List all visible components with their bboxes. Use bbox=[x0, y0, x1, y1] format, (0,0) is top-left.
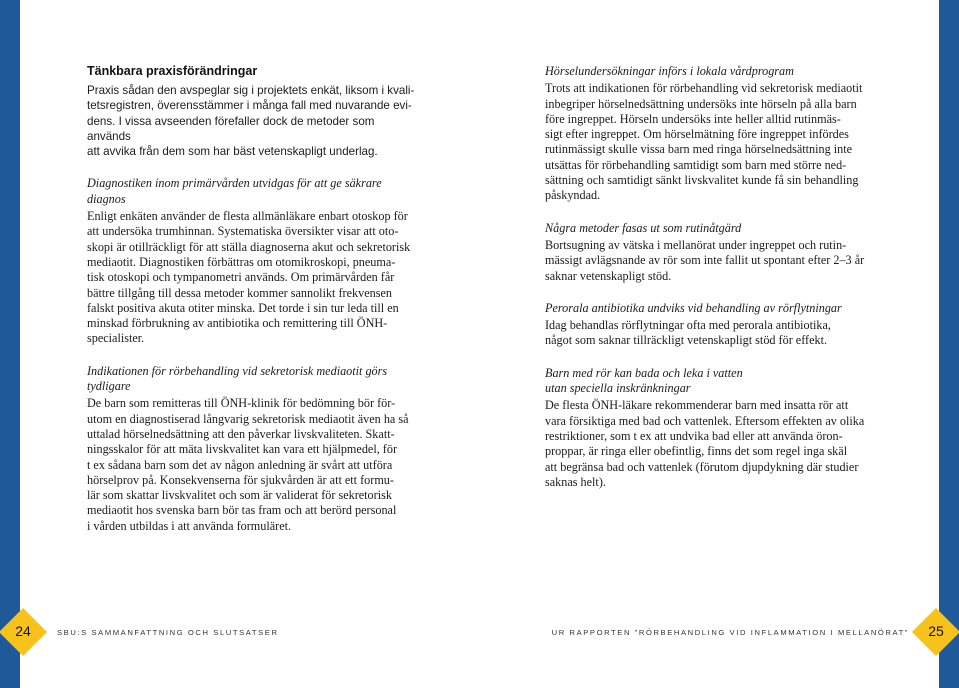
right-edge-bar bbox=[939, 0, 959, 688]
footer bbox=[0, 615, 959, 649]
running-head-right: UR RAPPORTEN ”RÖRBEHANDLING VID INFLAMMATION I MELLANÖRAT” bbox=[551, 628, 909, 637]
section-text-horsel: Trots att indikationen för rörbehandling vid sekretorisk mediaotit inbegriper hörselnedsättning undersöks inte hörseln på alla barn före ingreppet. Hörseln undersöks inte heller alltid rutinmäs- sigt efter ingreppet. Om hörselmätning före ingreppet infördes rutinmässigt skulle vissa barn med ringa hörselnedsättning inte utsättas för rörbehandling samtidigt som barn med större ned- sättning och samtidigt sänkt livskvalitet kunde få sin behandling påskyndad. bbox=[545, 81, 863, 203]
section-heading-diagnostik: Diagnostiken inom primärvården utvidgas för att ge säkrare diagnos bbox=[87, 176, 382, 206]
section-text-indikation: De barn som remitteras till ÖNH-klinik för bedömning bör för- utom en diagnostiserad långvarig sekretorisk mediaotit även ha så uttalad hörselnedsättning att den påverkar livskvaliteten. Skatt- ningsskalor för att mäta livskvalitet kan vara ett hjälpmedel, för t ex sådana barn som det av någon anledning är svårt att utföra hörselprov på. Konsekvenserna för sjukvården är att ett formu- lär som skattar livskvalitet och som är validerat för sekretorisk mediaotit hos svenska barn bör tas fram och att berörd personal i vården utbildas i att använda formuläret. bbox=[87, 396, 409, 533]
section-text-diagnostik: Enligt enkäten använder de flesta allmänläkare enbart otoskop för att undersöka trumhinnan. Systematiska översikter visar att oto- skopi är otillräckligt för att ställa diagnoserna akut och sekretorisk mediaotit. Diagnostiken förbättras om otomikroskopi, pneuma- tisk otoskopi och tympanometri används. Om primärvården får bättre tillgång till dessa metoder kommer sannolikt frekvensen falskt positiva akuta otiter minska. Det torde i sin tur leda till en minskad förbrukning av antibiotika och remittering till ÖNH- specialister. bbox=[87, 209, 411, 346]
running-head-left: SBU:S SAMMANFATTNING OCH SLUTSATSER bbox=[57, 628, 279, 637]
section-heading-antibiotika: Perorala antibiotika undviks vid behandling av rörflytningar bbox=[545, 300, 842, 315]
section-text-bad: De flesta ÖNH-läkare rekommenderar barn med insatta rör att vara försiktiga med bad och vattenlek. Eftersom effekten av olika restriktioner, som t ex att undvika bad eller att använda öron- proppar, är ringa eller obefintlig, finns det som regel inga skäl att begränsa bad och vattenlek (förutom djupdykning där studier saknas helt). bbox=[545, 398, 865, 489]
left-column bbox=[87, 64, 417, 534]
section-heading-horsel: Hörselundersökningar införs i lokala vårdprogram bbox=[545, 64, 794, 78]
section-text-antibiotika: Idag behandlas rörflytningar ofta med perorala antibiotika, något som saknar tillräckligt vetenskapligt stöd för effekt. bbox=[545, 318, 831, 348]
page-number-left: 24 bbox=[15, 623, 31, 639]
section-heading-bad: Barn med rör kan bada och leka i vatten utan speciella inskränkningar bbox=[545, 365, 743, 396]
section-heading-metoder: Några metoder fasas ut som rutinåtgärd bbox=[545, 220, 742, 235]
section-heading-indikation: Indikationen för rörbehandling vid sekretorisk mediaotit görs tydligare bbox=[87, 363, 388, 394]
page-number-right: 25 bbox=[928, 623, 944, 639]
right-column bbox=[545, 64, 875, 490]
box-text: Praxis sådan den avspeglar sig i projektets enkät, liksom i kvali- tetsregistren, överensstämmer i många fall med nuvarande evi- dens. I vissa avseenden förefaller dock de metoder som används att avvika från dem som har bäst vetenskapligt underlag. bbox=[87, 84, 415, 159]
section-text-metoder: Bortsugning av vätska i mellanörat under ingreppet och rutin- mässigt avlägsnande av rör som inte fallit ut spontant efter 2–3 år saknar vetenskapligt stöd. bbox=[545, 237, 865, 283]
box-heading: Tänkbara praxisförändringar bbox=[87, 64, 258, 78]
left-edge-bar bbox=[0, 0, 20, 688]
